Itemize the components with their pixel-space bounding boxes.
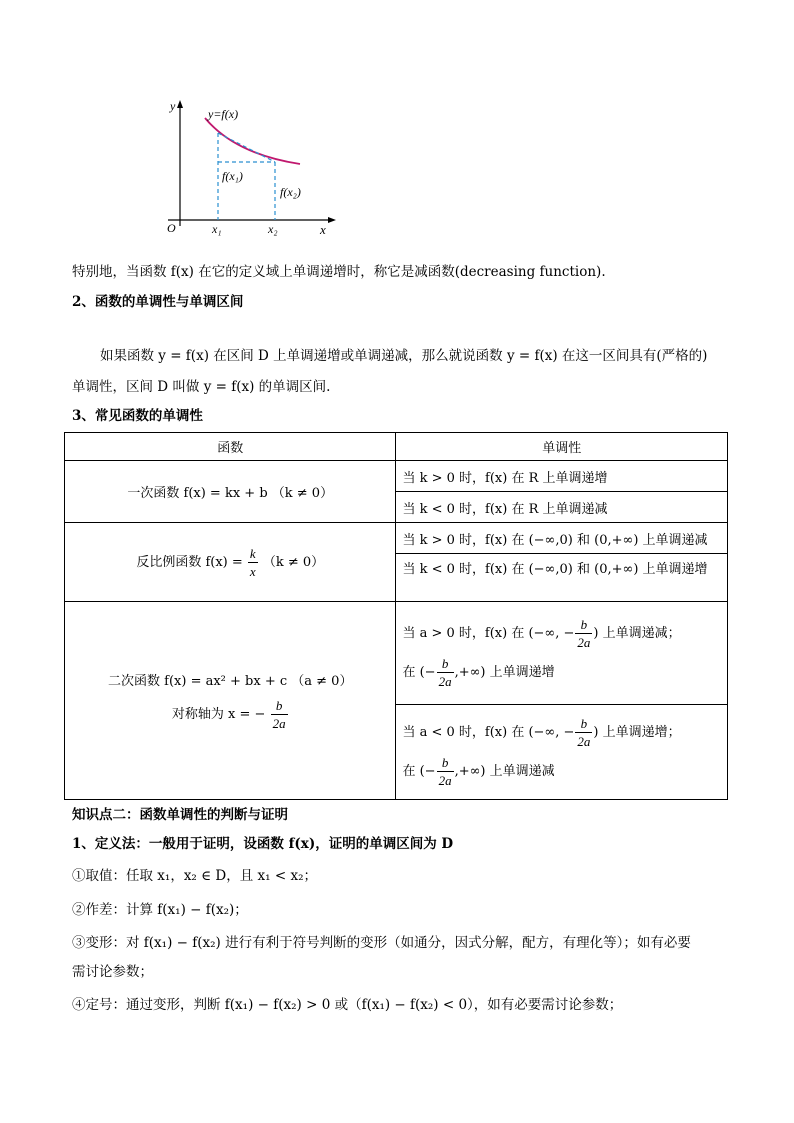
step-3-line1: ③变形：对 f(x₁) − f(x₂) 进行有利于符号判断的变形（如通分，因式分解，配方，有理化等）；如有必要 <box>72 935 691 951</box>
step-1: ①取值：任取 x₁，x₂ ∈ D，且 x₁ < x₂； <box>72 868 317 884</box>
case2-fraction2 <box>437 754 454 789</box>
decreasing-function-graph <box>150 96 340 236</box>
header-function: 函数 <box>65 433 396 461</box>
monotonicity-table <box>64 432 728 800</box>
quadratic-function-cell <box>65 602 396 800</box>
x2-label: x₂ <box>268 222 278 236</box>
origin-label: O <box>167 221 176 235</box>
quadratic-name: 二次函数 f(x) = ax² + bx + c （a ≠ 0） <box>108 673 353 689</box>
quadratic-case1-line1 <box>402 616 721 651</box>
case1-text-d: ,+∞) 上单调递增 <box>454 665 555 680</box>
inverse-case1: 当 k > 0 时，f(x) 在 (−∞,0) 和 (0,+∞) 上单调递减 <box>396 523 728 554</box>
quadratic-case1 <box>396 602 728 705</box>
frac-num: b <box>437 754 454 772</box>
curve <box>205 118 300 164</box>
x-axis-arrow <box>328 217 336 223</box>
frac-den: 2a <box>438 773 452 788</box>
case2-text-a: 当 a < 0 时，f(x) 在 (−∞, − <box>402 725 575 740</box>
definition-method-title: 1、定义法：一般用于证明，设函数 f(x)，证明的单调区间为 D <box>72 836 454 852</box>
frac-den: 2a <box>577 734 591 749</box>
case1-text-b: ) 上单调递减； <box>593 626 681 641</box>
case2-fraction1 <box>575 715 592 750</box>
step-2: ②作差：计算 f(x₁) − f(x₂)； <box>72 902 248 918</box>
linear-case2: 当 k < 0 时，f(x) 在 R 上单调递减 <box>396 492 728 523</box>
quadratic-case2 <box>396 705 728 800</box>
quadratic-case2-line2 <box>402 754 721 789</box>
case1-text-c: 在 (− <box>402 665 436 680</box>
x1-label: x₁ <box>212 222 222 236</box>
case2-text-c: 在 (− <box>402 764 436 779</box>
inverse-prefix: 反比例函数 f(x) = <box>136 554 243 570</box>
case1-fraction1 <box>575 616 592 651</box>
frac-num: b <box>437 655 454 673</box>
fx2-label: f(x₂) <box>280 185 301 199</box>
curve-label: y=f(x) <box>208 107 239 121</box>
case2-text-d: ,+∞) 上单调递减 <box>454 764 555 779</box>
case1-fraction2 <box>437 655 454 690</box>
axis-prefix: 对称轴为 x = − <box>171 706 266 722</box>
frac-num: b <box>575 616 592 634</box>
knowledge-point-2-title: 知识点二：函数单调性的判断与证明 <box>72 807 288 823</box>
section-2-body-line1: 如果函数 y = f(x) 在区间 D 上单调递增或单调递减，那么就说函数 y = f(x) 在这一区间具有(严格的) <box>100 348 708 364</box>
linear-case1: 当 k > 0 时，f(x) 在 R 上单调递增 <box>396 461 728 492</box>
inverse-den: x <box>249 563 256 579</box>
inverse-case2: 当 k < 0 时，f(x) 在 (−∞,0) 和 (0,+∞) 上单调递增 <box>396 554 728 602</box>
section-3-title: 3、常见函数的单调性 <box>72 408 203 424</box>
table-row <box>65 523 728 554</box>
y-axis-arrow <box>177 100 183 108</box>
inverse-suffix: （k ≠ 0） <box>262 554 325 570</box>
inverse-function-cell <box>65 523 396 602</box>
table-row <box>65 461 728 492</box>
step-3-line2: 需讨论参数； <box>72 964 153 980</box>
section-2-title: 2、函数的单调性与单调区间 <box>72 294 244 310</box>
y-axis-label: y <box>170 99 176 113</box>
header-monotonicity: 单调性 <box>396 433 728 461</box>
section-2-body-line2: 单调性，区间 D 叫做 y = f(x) 的单调区间. <box>72 379 331 395</box>
quadratic-axis <box>71 697 389 732</box>
decreasing-definition-text: 特别地，当函数 f(x) 在它的定义域上单调递增时，称它是减函数(decreasing function). <box>72 264 606 280</box>
inverse-fraction <box>248 545 258 580</box>
dash-secant <box>218 133 275 162</box>
quadratic-case1-line2 <box>402 655 721 690</box>
case1-text-a: 当 a > 0 时，f(x) 在 (−∞, − <box>402 626 575 641</box>
frac-den: 2a <box>438 674 452 689</box>
axis-num: b <box>271 697 288 715</box>
frac-num: b <box>575 715 592 733</box>
case2-text-b: ) 上单调递增； <box>593 725 681 740</box>
x-axis-label: x <box>320 222 326 236</box>
step-4: ④定号：通过变形，判断 f(x₁) − f(x₂) > 0 或（f(x₁) − f(x₂) < 0），如有必要需讨论参数； <box>72 997 623 1013</box>
axis-fraction <box>271 697 288 732</box>
frac-den: 2a <box>577 635 591 650</box>
axis-den: 2a <box>272 715 286 731</box>
inverse-num: k <box>249 545 256 561</box>
linear-function-cell: 一次函数 f(x) = kx + b （k ≠ 0） <box>65 461 396 523</box>
quadratic-case2-line1 <box>402 715 721 750</box>
fx1-label: f(x₁) <box>222 169 243 183</box>
table-row <box>65 602 728 705</box>
table-header-row <box>65 433 728 461</box>
